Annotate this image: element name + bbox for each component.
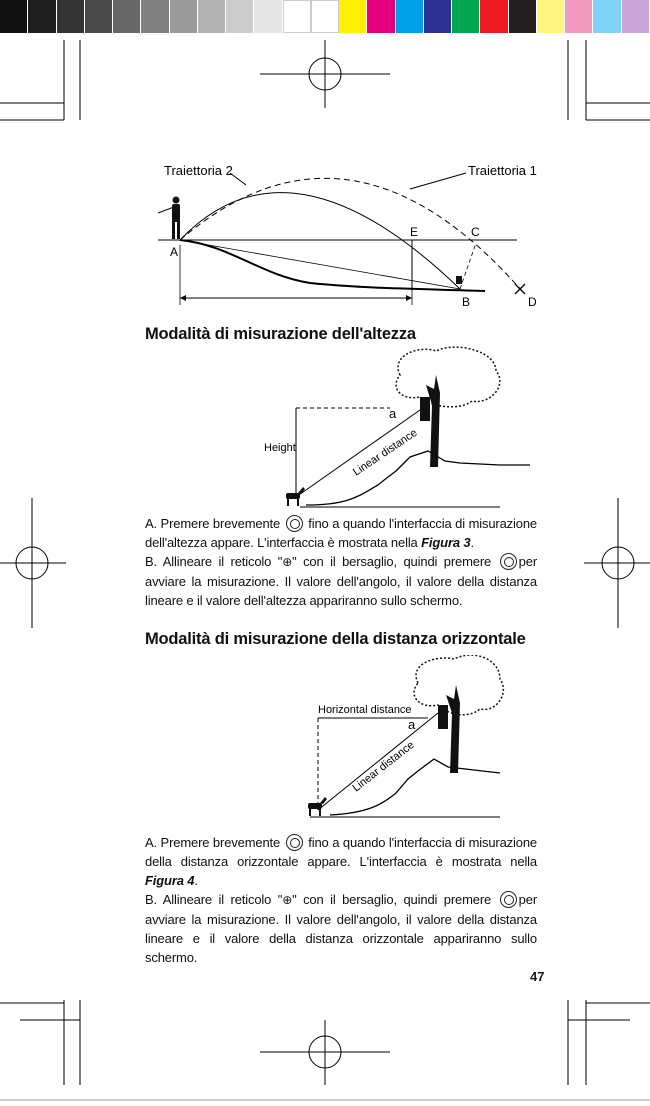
- height-step-b-text-1: B. Allineare il reticolo ": [145, 554, 283, 569]
- reticle-icon: ⊕: [282, 555, 293, 569]
- section-title-horizontal: Modalità di misurazione della distanza orizzontale: [145, 630, 526, 648]
- angle-label: a: [389, 406, 397, 421]
- linear-distance-label: Linear distance: [350, 426, 420, 479]
- label-point-d: D: [528, 295, 537, 309]
- horizontal-distance-label: Horizontal distance: [318, 704, 412, 716]
- measure-button-icon: [500, 553, 517, 570]
- label-point-e: E: [410, 225, 419, 239]
- horizontal-step-b: [145, 890, 537, 967]
- horizontal-diagram: [300, 655, 510, 820]
- horizontal-step-a-text-2: fino a quando l'interfaccia di misurazione della distanza orizzontale appare. L'interfaccia è mostrata nella: [145, 835, 538, 869]
- height-step-a: A. Premere brevemente fino a quando l'interfaccia di misurazione dell'altezza appare. L'interfaccia è mostrata nella Figura 3.: [145, 516, 538, 550]
- linear-line: [296, 403, 430, 497]
- label-trajectory-2: Traiettoria 2: [164, 163, 233, 178]
- angle-label-2: a: [408, 717, 416, 732]
- height-step-b: [145, 552, 537, 610]
- golfer-figure: [158, 197, 180, 240]
- label-point-c: C: [471, 225, 480, 239]
- height-diagram: [260, 345, 540, 510]
- section-title-height: Modalità di misurazione dell'altezza: [145, 325, 416, 343]
- terrain: [306, 451, 530, 505]
- line-b-c: [460, 243, 476, 289]
- height-step-b-text-2: " con il bersaglio, quindi premere: [292, 554, 492, 569]
- tree-silhouette: [396, 347, 500, 467]
- leader-line-2: [230, 173, 246, 185]
- trajectory-diagram: [150, 155, 550, 315]
- deer-silhouette-2: [308, 797, 327, 816]
- trajectory-2-curve: [180, 193, 460, 289]
- label-trajectory-1: Traiettoria 1: [468, 163, 537, 178]
- point-d-mark: [515, 284, 525, 294]
- page-number: 47: [530, 969, 545, 984]
- label-point-a: A: [170, 245, 179, 259]
- leader-line-1: [410, 173, 466, 189]
- label-point-b: B: [462, 295, 471, 309]
- height-step-a-text-2: fino a quando l'interfaccia di misurazione dell'altezza appare. L'interfaccia è mostrata nella: [145, 516, 538, 550]
- reticle-icon-2: ⊕: [282, 893, 293, 907]
- horizontal-step-a-text-1: A. Premere brevemente: [145, 835, 281, 850]
- horizontal-step-b-text-3: per avviare la misurazione. Il valore dell'angolo, il valore della distanza lineare e il valore della distanza orizzontale appariranno sullo schermo.: [145, 892, 537, 965]
- flag-b: [456, 276, 462, 284]
- height-label: Height: [264, 442, 296, 454]
- line-a-b: [180, 240, 460, 289]
- linear-line-2: [318, 713, 438, 810]
- horizontal-figure-ref: Figura 4: [145, 873, 195, 888]
- horizontal-step-b-text-1: B. Allineare il reticolo ": [145, 892, 283, 907]
- height-step-a-text-1: A. Premere brevemente: [145, 516, 281, 531]
- horizontal-step-b-text-2: " con il bersaglio, quindi premere: [292, 892, 492, 907]
- mode-button-icon: [286, 515, 303, 532]
- horizontal-instructions: [145, 833, 537, 967]
- height-figure-ref: Figura 3: [421, 535, 471, 550]
- height-instructions: [145, 514, 537, 610]
- linear-distance-label-2: Linear distance: [350, 738, 417, 795]
- mode-button-icon-2: [286, 834, 303, 851]
- measure-button-icon-2: [500, 891, 517, 908]
- tree-silhouette-2: [414, 655, 503, 773]
- horizontal-step-a: A. Premere brevemente fino a quando l'interfaccia di misurazione della distanza orizzontale appare. L'interfaccia è mostrata nella Figura 4.: [145, 835, 538, 888]
- height-step-b-text-3: per avviare la misurazione. Il valore dell'angolo, il valore della distanza lineare e il valore dell'altezza appariranno sullo schermo.: [145, 554, 537, 608]
